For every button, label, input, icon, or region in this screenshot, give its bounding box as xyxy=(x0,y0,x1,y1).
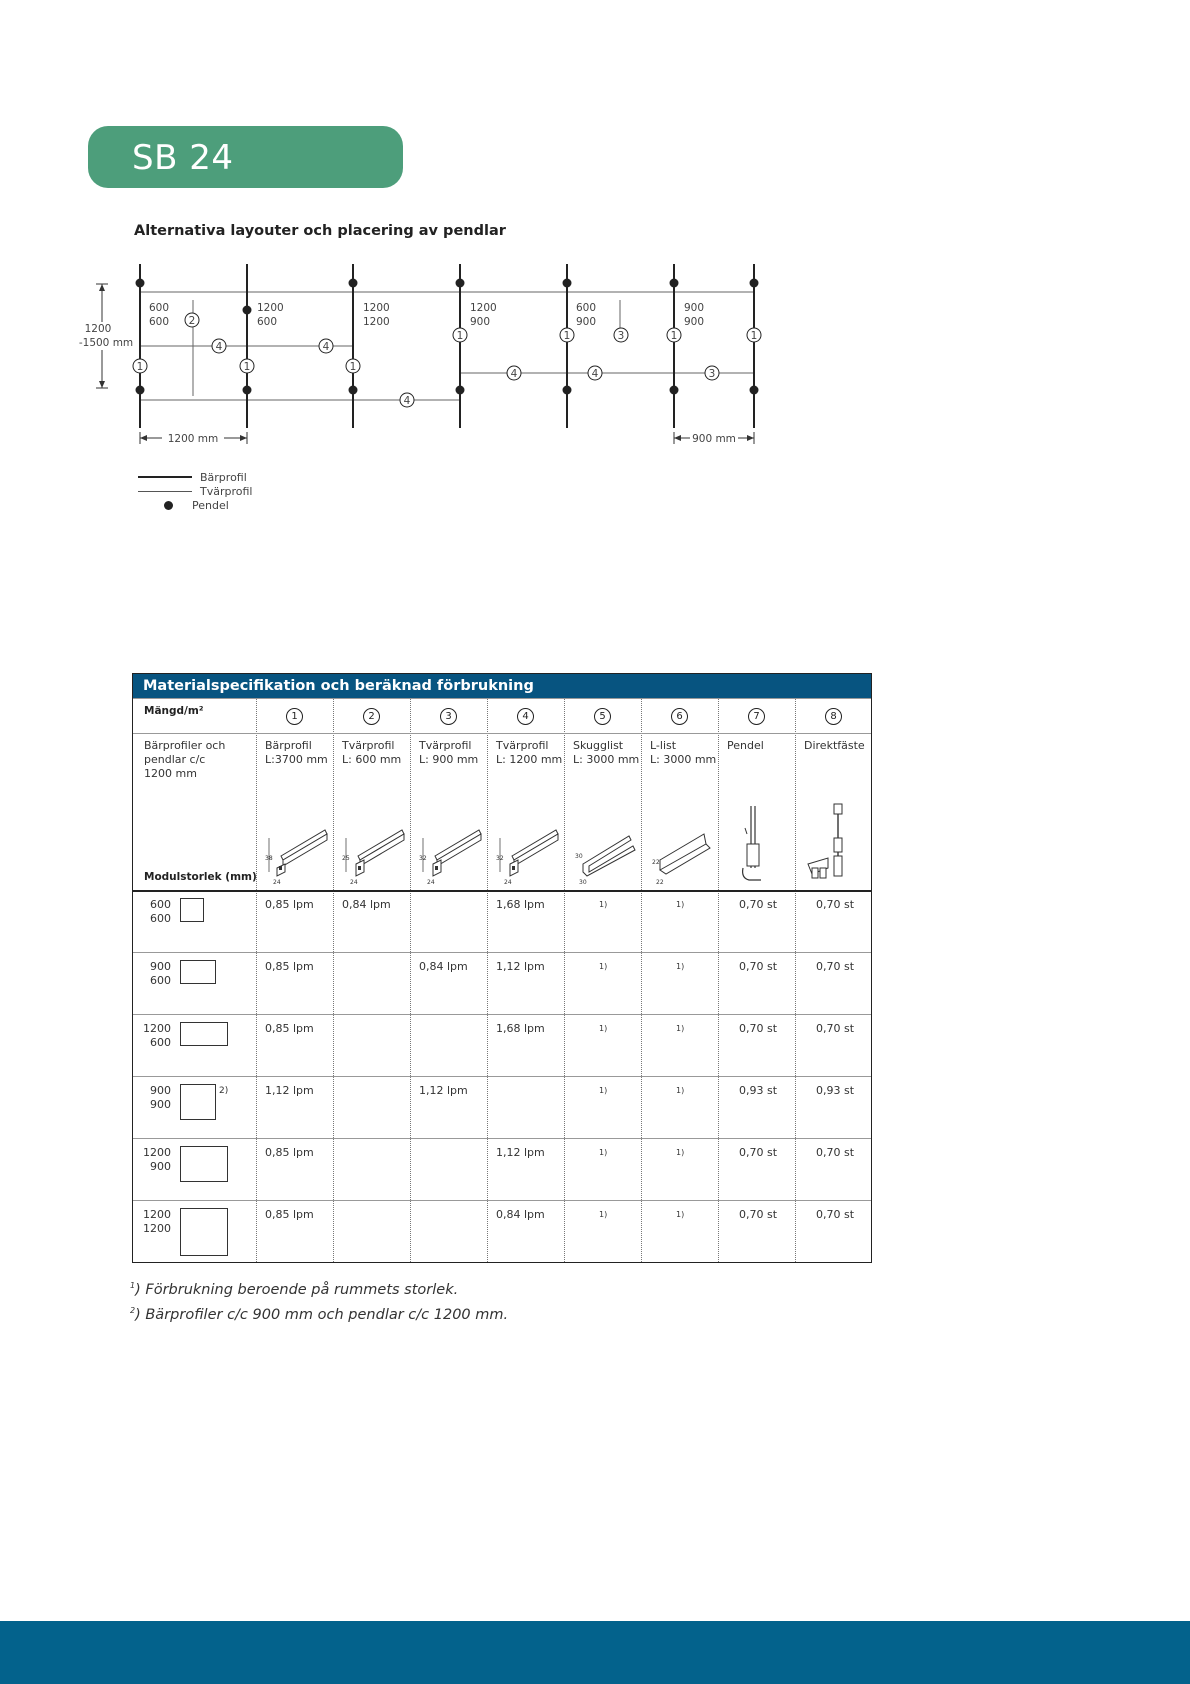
bottom-left-dimension xyxy=(140,432,247,445)
svg-text:1200: 1200 xyxy=(470,302,497,314)
hanger-dots xyxy=(136,279,759,395)
module-size: 900 900 xyxy=(150,1084,171,1111)
svg-text:900: 900 xyxy=(576,316,597,328)
table-cell: 0,84 lpm xyxy=(419,960,468,973)
module-square-icon xyxy=(180,1022,228,1046)
table-cell: 1,12 lpm xyxy=(496,960,545,973)
svg-text:4: 4 xyxy=(403,395,411,407)
svg-text:600: 600 xyxy=(576,302,597,314)
dim-left-1: 1200 xyxy=(84,323,112,335)
col-num-6: 6 xyxy=(671,708,688,725)
table-cell: 1,68 lpm xyxy=(496,1022,545,1035)
height-dimension xyxy=(76,284,136,388)
table-cell: 1) xyxy=(676,1024,685,1033)
table-cell: 1) xyxy=(599,1148,608,1157)
svg-text:1: 1 xyxy=(349,361,357,373)
col-num-1: 1 xyxy=(286,708,303,725)
row-description: Bärprofiler och pendlar c/c 1200 mm xyxy=(144,739,226,780)
table-cell: 0,70 st xyxy=(816,1146,855,1159)
table-cell: 1) xyxy=(676,900,685,909)
svg-text:22: 22 xyxy=(656,879,664,886)
footer-bar xyxy=(0,1621,1190,1684)
svg-text:1200: 1200 xyxy=(363,302,390,314)
circled-markers xyxy=(133,313,761,407)
svg-text:25: 25 xyxy=(342,855,350,862)
svg-text:24: 24 xyxy=(350,879,358,886)
table-cell: 0,70 st xyxy=(816,960,855,973)
col-num-3: 3 xyxy=(440,708,457,725)
svg-text:32: 32 xyxy=(419,855,427,862)
layout-diagram xyxy=(0,0,1190,520)
svg-text:900 mm: 900 mm xyxy=(692,433,736,445)
svg-text:32: 32 xyxy=(496,855,504,862)
group-labels xyxy=(149,302,704,328)
svg-text:3: 3 xyxy=(617,330,625,342)
footnote-2: $^2$) Bärprofiler c/c 900 mm och pendlar c/c 1200 mm. xyxy=(130,1306,509,1323)
table-cell: 0,85 lpm xyxy=(265,898,314,911)
col-name-8: Direktfäste xyxy=(804,739,865,752)
col-num-5: 5 xyxy=(594,708,611,725)
table-cell: 1) xyxy=(599,1086,608,1095)
material-table xyxy=(132,673,872,1263)
col-num-7: 7 xyxy=(748,708,765,725)
module-size: 1200 1200 xyxy=(143,1208,171,1235)
table-cell: 0,93 st xyxy=(816,1084,855,1097)
module-square-icon xyxy=(180,1146,228,1182)
svg-text:30: 30 xyxy=(575,853,583,860)
table-cell: 0,70 st xyxy=(739,960,778,973)
svg-text:1: 1 xyxy=(670,330,678,342)
table-cell: 0,70 st xyxy=(739,1146,778,1159)
direct-bracket-icon xyxy=(798,798,870,888)
qty-label: Mängd/m² xyxy=(144,705,204,717)
module-size: 1200 600 xyxy=(143,1022,171,1049)
svg-text:30: 30 xyxy=(579,879,587,886)
table-cell: 1,12 lpm xyxy=(265,1084,314,1097)
angle-trim-icon xyxy=(644,814,716,886)
svg-text:1: 1 xyxy=(750,330,758,342)
module-square-icon xyxy=(180,898,204,922)
module-size: 900 600 xyxy=(150,960,171,987)
table-cell: 0,70 st xyxy=(739,1022,778,1035)
table-title: Materialspecifikation och beräknad förbrukning xyxy=(133,674,871,698)
table-cell: 1) xyxy=(676,1210,685,1219)
table-cell: 0,70 st xyxy=(739,898,778,911)
col-name-1: Bärprofil L:3700 mm xyxy=(265,739,328,766)
col-num-2: 2 xyxy=(363,708,380,725)
table-cell: 0,84 lpm xyxy=(342,898,391,911)
row-note: 2) xyxy=(219,1086,229,1096)
table-cell: 1) xyxy=(676,1086,685,1095)
footnote-1: $^1$) Förbrukning beroende på rummets storlek. xyxy=(130,1281,459,1298)
svg-text:900: 900 xyxy=(684,302,705,314)
svg-text:600: 600 xyxy=(149,302,170,314)
svg-text:1200: 1200 xyxy=(363,316,390,328)
svg-text:900: 900 xyxy=(684,316,705,328)
table-cell: 0,85 lpm xyxy=(265,1146,314,1159)
cross-tee-icon xyxy=(336,814,408,886)
module-size: 1200 900 xyxy=(143,1146,171,1173)
svg-text:1200 mm: 1200 mm xyxy=(167,433,219,445)
table-cell: 0,85 lpm xyxy=(265,960,314,973)
legend-carrier: Bärprofil xyxy=(200,470,247,484)
svg-text:24: 24 xyxy=(504,879,512,886)
table-cell: 0,84 lpm xyxy=(496,1208,545,1221)
table-cell: 0,93 st xyxy=(739,1084,778,1097)
diagram-legend xyxy=(138,470,252,512)
svg-text:4: 4 xyxy=(215,341,223,353)
svg-text:1: 1 xyxy=(243,361,251,373)
layout-section-title: Alternativa layouter och placering av pendlar xyxy=(134,223,506,239)
svg-text:4: 4 xyxy=(322,341,330,353)
svg-text:3: 3 xyxy=(708,368,716,380)
svg-text:24: 24 xyxy=(427,879,435,886)
col-num-4: 4 xyxy=(517,708,534,725)
table-cell: 1) xyxy=(599,962,608,971)
table-cell: 0,70 st xyxy=(739,1208,778,1221)
legend-cross: Tvärprofil xyxy=(200,484,253,498)
svg-text:2: 2 xyxy=(188,315,196,327)
table-cell: 0,70 st xyxy=(816,1208,855,1221)
module-size: 600 600 xyxy=(150,898,171,925)
table-cell: 1) xyxy=(599,1210,608,1219)
dim-left-2: -1500 mm xyxy=(78,337,134,349)
table-cell: 0,85 lpm xyxy=(265,1208,314,1221)
svg-text:1: 1 xyxy=(563,330,571,342)
module-square-icon xyxy=(180,1208,228,1256)
table-cell: 1) xyxy=(599,1024,608,1033)
module-square-icon xyxy=(180,960,216,984)
module-label: Modulstorlek (mm) xyxy=(144,871,257,883)
table-cell: 0,70 st xyxy=(816,1022,855,1035)
table-cell: 1) xyxy=(599,900,608,909)
table-cell: 1,68 lpm xyxy=(496,898,545,911)
col-name-6: L-list L: 3000 mm xyxy=(650,739,717,766)
legend-hanger: Pendel xyxy=(192,498,229,512)
col-name-5: Skugglist L: 3000 mm xyxy=(573,739,640,766)
page-title: SB 24 xyxy=(132,138,234,178)
col-num-8: 8 xyxy=(825,708,842,725)
table-cell: 1) xyxy=(676,1148,685,1157)
svg-text:38: 38 xyxy=(265,855,273,862)
svg-text:22: 22 xyxy=(652,859,660,866)
svg-text:900: 900 xyxy=(470,316,491,328)
svg-text:1: 1 xyxy=(136,361,144,373)
table-cell: 0,70 st xyxy=(816,898,855,911)
bottom-right-dimension xyxy=(674,432,754,445)
col-name-3: Tvärprofil L: 900 mm xyxy=(419,739,479,766)
svg-text:1200: 1200 xyxy=(257,302,284,314)
svg-text:1: 1 xyxy=(456,330,464,342)
table-cell: 1,12 lpm xyxy=(419,1084,468,1097)
col-name-4: Tvärprofil L: 1200 mm xyxy=(496,739,563,766)
module-square-icon xyxy=(180,1084,216,1120)
col-name-7: Pendel xyxy=(727,739,764,752)
svg-text:600: 600 xyxy=(257,316,278,328)
svg-text:24: 24 xyxy=(273,879,281,886)
table-cell: 1) xyxy=(676,962,685,971)
svg-text:4: 4 xyxy=(591,368,599,380)
table-cell: 1,12 lpm xyxy=(496,1146,545,1159)
col-name-2: Tvärprofil L: 600 mm xyxy=(342,739,402,766)
svg-text:4: 4 xyxy=(510,368,518,380)
main-runner-icon xyxy=(259,814,331,886)
cross-tee-icon xyxy=(413,814,485,886)
cross-tee-icon xyxy=(490,814,562,886)
table-cell: 0,85 lpm xyxy=(265,1022,314,1035)
shadow-trim-icon xyxy=(567,814,639,886)
svg-text:600: 600 xyxy=(149,316,170,328)
hanger-icon xyxy=(721,798,793,888)
legend-dot-icon xyxy=(164,501,173,510)
